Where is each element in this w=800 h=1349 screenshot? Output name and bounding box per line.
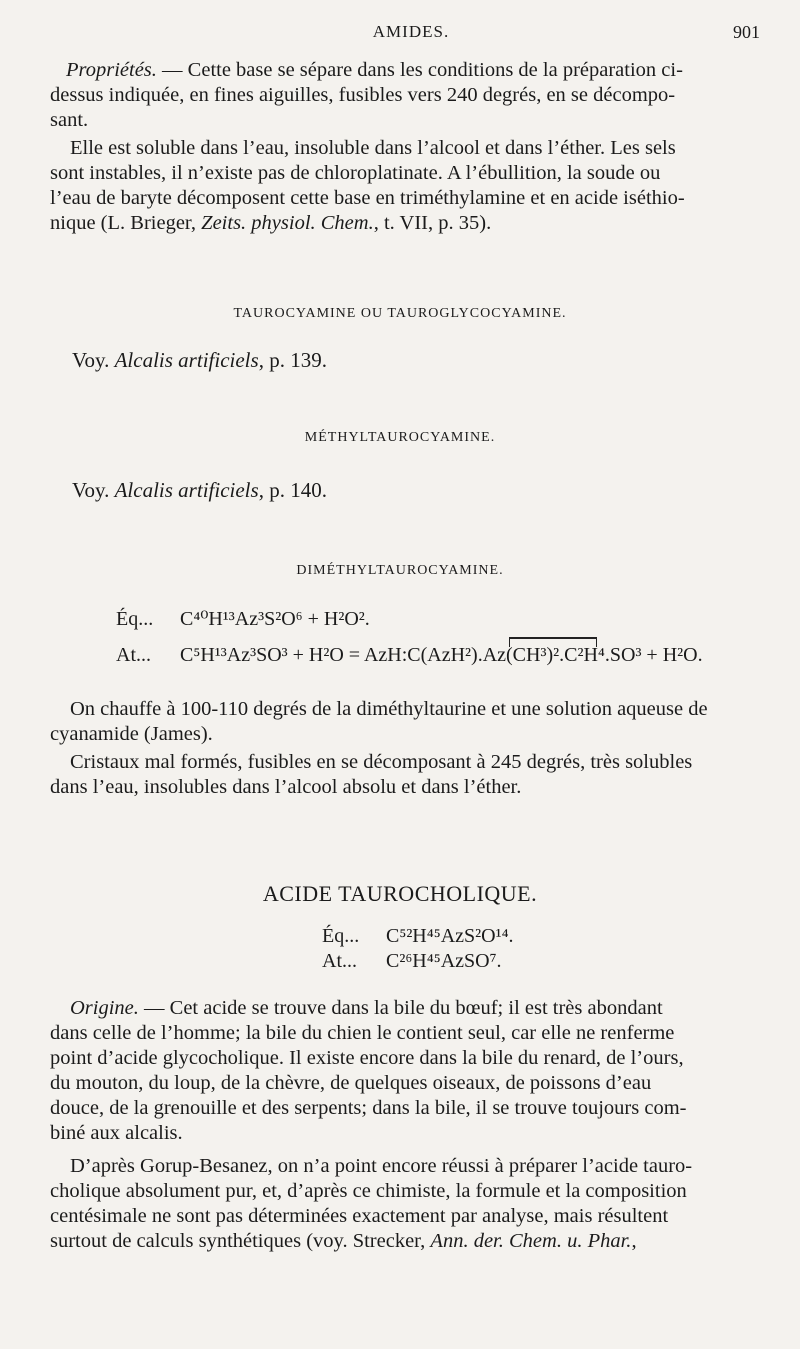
dimethyl-at-formula (116, 644, 703, 667)
text-run: surtout de calculs synthétiques (voy. Strecker, (50, 1230, 431, 1252)
text-line: Cristaux mal formés, fusibles en se décomposant à 245 degrés, très solubles (70, 751, 693, 773)
reference-page: , p. 140. (258, 478, 327, 502)
formula-text: C⁵²H⁴⁵AzS²O¹⁴. (386, 925, 514, 947)
text-line: dessus indiquée, en fines aiguilles, fusibles vers 240 degrés, en se décompo- (50, 84, 676, 106)
formula-text: C⁴⁰H¹³Az³S²O⁶ + H²O². (180, 608, 370, 630)
running-head-title: AMIDES. (372, 22, 450, 41)
text-line: Elle est soluble dans l’eau, insoluble dans l’alcool et dans l’éther. Les sels (70, 137, 676, 159)
section-label: Propriétés. (66, 59, 157, 81)
text-line: biné aux alcalis. (50, 1122, 183, 1144)
text-line (50, 1229, 762, 1254)
text-line: dans l’eau, insolubles dans l’alcool absolu et dans l’éther. (50, 776, 522, 798)
text-run: , (631, 1230, 637, 1252)
formula-text: C²⁶H⁴⁵AzSO⁷. (386, 950, 502, 972)
text-line: centésimale ne sont pas déterminées exactement par analyse, mais résultent (50, 1205, 669, 1227)
text-line (50, 211, 762, 236)
reference-title: Alcalis artificiels (114, 348, 259, 372)
formula-label: At... (322, 950, 357, 972)
text-line: l’eau de baryte décomposent cette base en triméthylamine et en acide iséthio- (50, 187, 685, 209)
text-line: sont instables, il n’existe pas de chloroplatinate. A l’ébullition, la soude ou (50, 162, 661, 184)
formula-label: At... (116, 644, 151, 666)
dimethyl-eq-formula (116, 606, 370, 631)
text-line: cyanamide (James). (50, 723, 213, 745)
text-line: douce, de la grenouille et des serpents; dans la bile, il se trouve toujours com- (50, 1097, 687, 1119)
taurocyamine-heading: TAUROCYAMINE OU TAUROGLYCOCYAMINE. (233, 306, 567, 321)
acide-at-formula (322, 950, 502, 973)
formula-text: C⁵H¹³Az³SO³ + H²O = AzH:C(AzH²).Az(CH³)².C²H⁴.SO³ + H²O. (180, 644, 703, 666)
text-line: sant. (50, 109, 89, 131)
soluble-paragraph (50, 136, 762, 236)
taurocyamine-reference (72, 348, 327, 373)
text-run: nique (L. Brieger, (50, 212, 202, 234)
journal-title: Ann. der. Chem. u. Phar. (430, 1230, 632, 1252)
origine-paragraph (50, 996, 762, 1146)
acide-taurocholique-heading: ACIDE TAUROCHOLIQUE. (262, 881, 538, 906)
text-line: cholique absolument pur, et, d’après ce chimiste, la formule et la composition (50, 1180, 687, 1202)
methyltaurocyamine-reference (72, 478, 327, 503)
gorup-paragraph (50, 1154, 762, 1254)
text-line: On chauffe à 100-110 degrés de la diméthyltaurine et une solution aqueuse de (70, 698, 708, 720)
formula-label: Éq... (116, 608, 154, 630)
dimethyl-preparation-paragraph (50, 697, 762, 747)
voy-label: Voy. (72, 348, 110, 372)
text-line: du mouton, du loup, de la chèvre, de quelques oiseaux, de poissons d’eau (50, 1072, 652, 1094)
text-line (50, 996, 762, 1021)
proprietes-paragraph (50, 58, 762, 133)
formula-label: Éq... (322, 925, 360, 947)
running-head (62, 22, 760, 50)
text-line: dans celle de l’homme; la bile du chien le contient seul, car elle ne renferme (50, 1022, 675, 1044)
acide-eq-formula (322, 925, 514, 948)
dimethyltaurocyamine-heading: DIMÉTHYLTAUROCYAMINE. (296, 563, 504, 578)
text-run: , t. VII, p. 35). (373, 212, 492, 234)
reference-title: Alcalis artificiels (114, 478, 259, 502)
section-label: Origine. (70, 997, 139, 1019)
journal-title: Zeits. physiol. Chem. (201, 212, 374, 234)
text-line: point d’acide glycocholique. Il existe encore dans la bile du renard, de l’ours, (50, 1047, 684, 1069)
text-run: — Cette base se sépare dans les conditions de la préparation ci- (162, 59, 683, 81)
voy-label: Voy. (72, 478, 110, 502)
methyltaurocyamine-heading: MÉTHYLTAUROCYAMINE. (304, 430, 496, 445)
text-line (50, 58, 762, 83)
page-number: 901 (733, 22, 760, 42)
reference-page: , p. 139. (258, 348, 327, 372)
dimethyl-properties-paragraph (50, 750, 762, 800)
text-run: — Cet acide se trouve dans la bile du bœuf; il est très abondant (144, 997, 663, 1019)
text-line: D’après Gorup-Besanez, on n’a point encore réussi à préparer l’acide tauro- (70, 1155, 693, 1177)
